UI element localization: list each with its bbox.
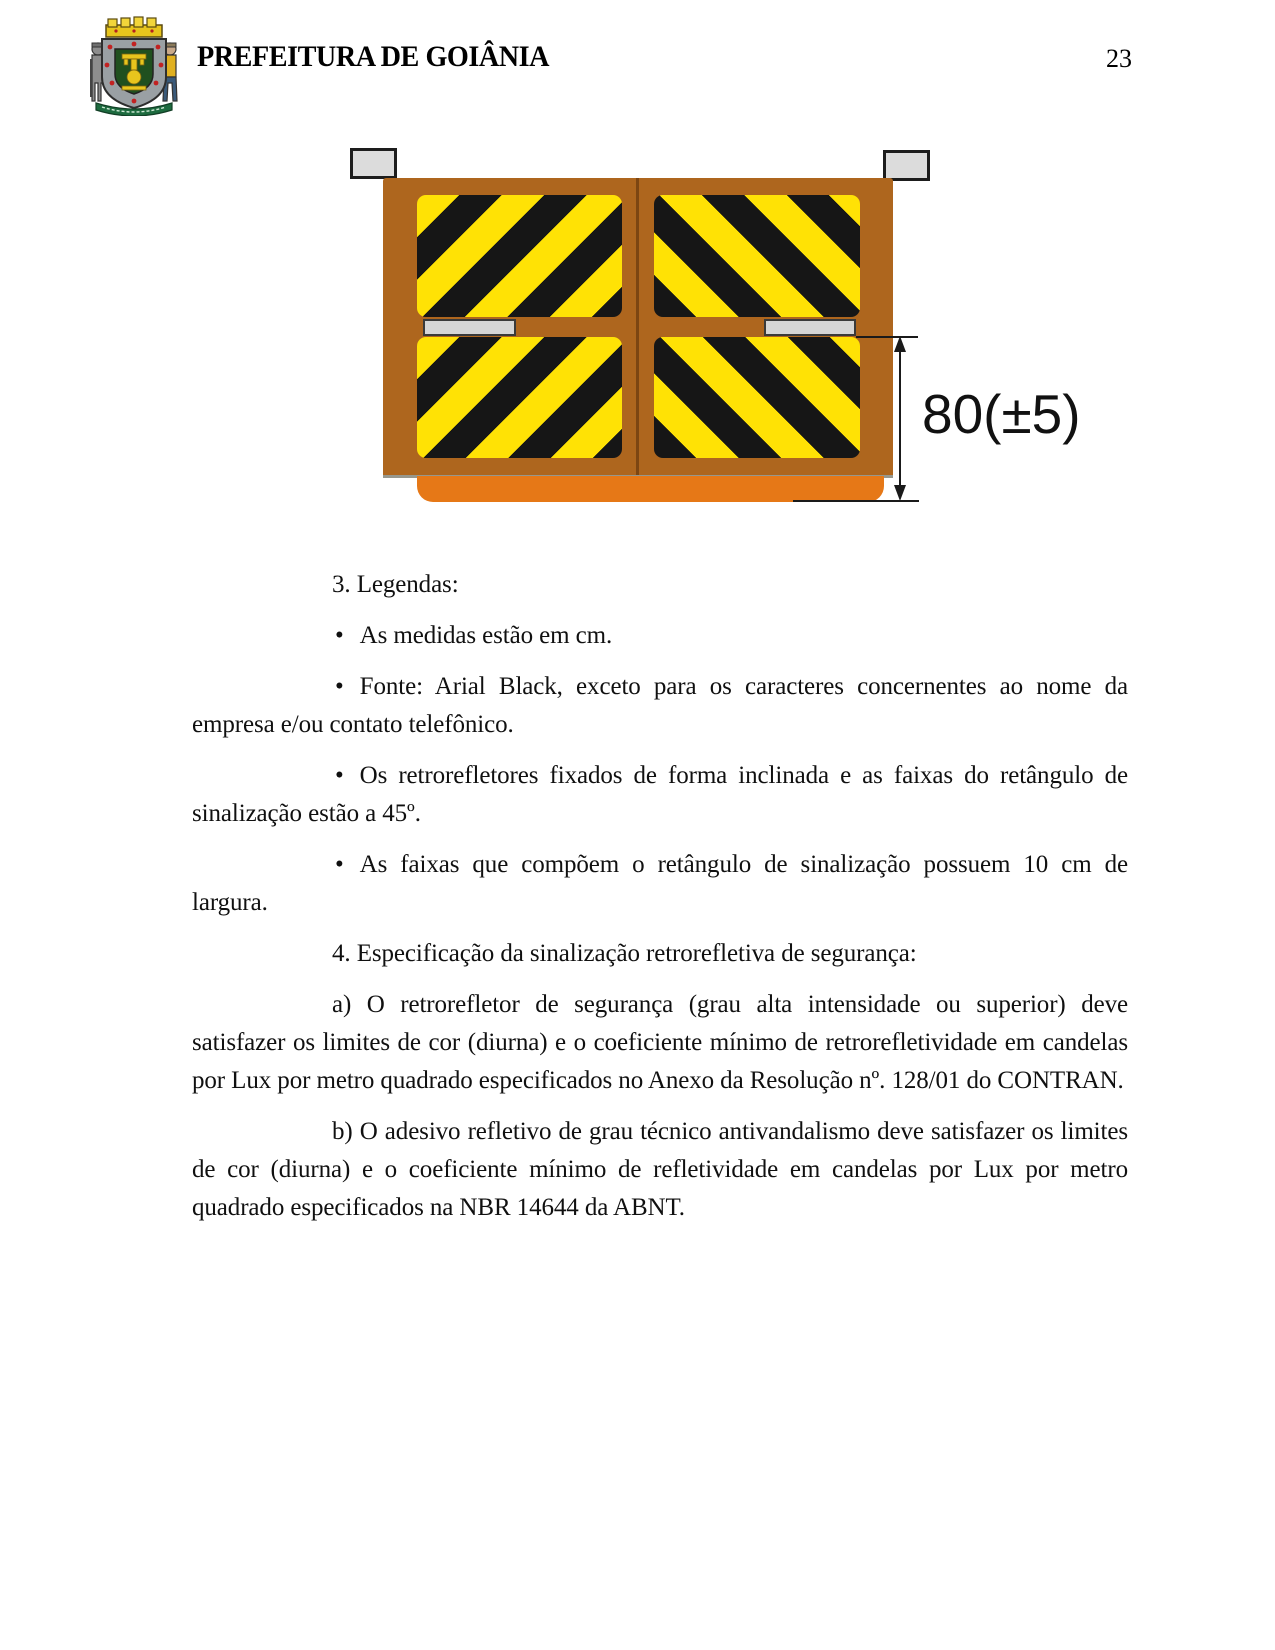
bullet-item — [192, 668, 1128, 744]
dimension-arrow-down-icon — [894, 485, 906, 501]
bullet-icon: • — [335, 622, 344, 649]
page-number: 23 — [1106, 44, 1132, 73]
section-3-heading: 3. Legendas: — [332, 571, 459, 598]
bullet-icon: • — [335, 851, 344, 878]
dimension-extension-line-top — [856, 336, 918, 338]
dimension-label: 80(±5) — [922, 383, 1081, 445]
lifting-bracket-right — [883, 150, 930, 181]
stripe-panel-bottom-left — [417, 337, 622, 458]
text-body — [192, 566, 1128, 1227]
lifting-bracket-left — [350, 148, 397, 179]
container-body — [417, 476, 884, 502]
section-4-heading: 4. Especificação da sinalização retrorefletiva de segurança: — [332, 940, 917, 967]
bullet-item — [192, 757, 1128, 833]
coat-of-arms-logo-icon — [88, 16, 180, 116]
dimension-line — [899, 350, 901, 487]
item-b-paragraph: b) O adesivo refletivo de grau técnico antivandalismo deve satisfazer os limites de cor (diurna) e o coeficiente mínimo de refletividade em candelas por Lux por metro quadrado especificados na NBR 14644 da ABNT. — [192, 1118, 1128, 1221]
crown-icon — [106, 17, 162, 37]
bullet-item — [192, 846, 1128, 922]
bullet-icon: • — [335, 762, 344, 789]
page-title: PREFEITURA DE GOIÂNIA — [197, 40, 550, 73]
handle-tab-left — [423, 319, 516, 336]
bullet-text: Fonte: Arial Black, exceto para os caracteres concernentes ao nome da empresa e/ou contato telefônico. — [192, 673, 1128, 738]
bullet-item — [192, 617, 1128, 655]
item-a-paragraph: a) O retrorefletor de segurança (grau alta intensidade ou superior) deve satisfazer os limites de cor (diurna) e o coeficiente mínimo de retrorefletividade em candelas por Lux por metro quadrado especificados no Anexo da Resolução nº. 128/01 do CONTRAN. — [192, 991, 1128, 1094]
shield — [102, 39, 166, 108]
bullet-text: Os retrorefletores fixados de forma inclinada e as faixas do retângulo de sinalização estão a 45º. — [192, 762, 1128, 827]
stripe-panel-bottom-right — [654, 337, 860, 458]
bullet-text: As faixas que compõem o retângulo de sinalização possuem 10 cm de largura. — [192, 851, 1128, 916]
dimension-arrow-up-icon — [894, 336, 906, 352]
bullet-icon: • — [335, 673, 344, 700]
panel-divider-seam — [636, 178, 639, 475]
stripe-panel-top-left — [417, 195, 622, 317]
bullet-text: As medidas estão em cm. — [359, 622, 613, 649]
stripe-panel-top-right — [654, 195, 860, 317]
handle-tab-right — [764, 319, 856, 336]
